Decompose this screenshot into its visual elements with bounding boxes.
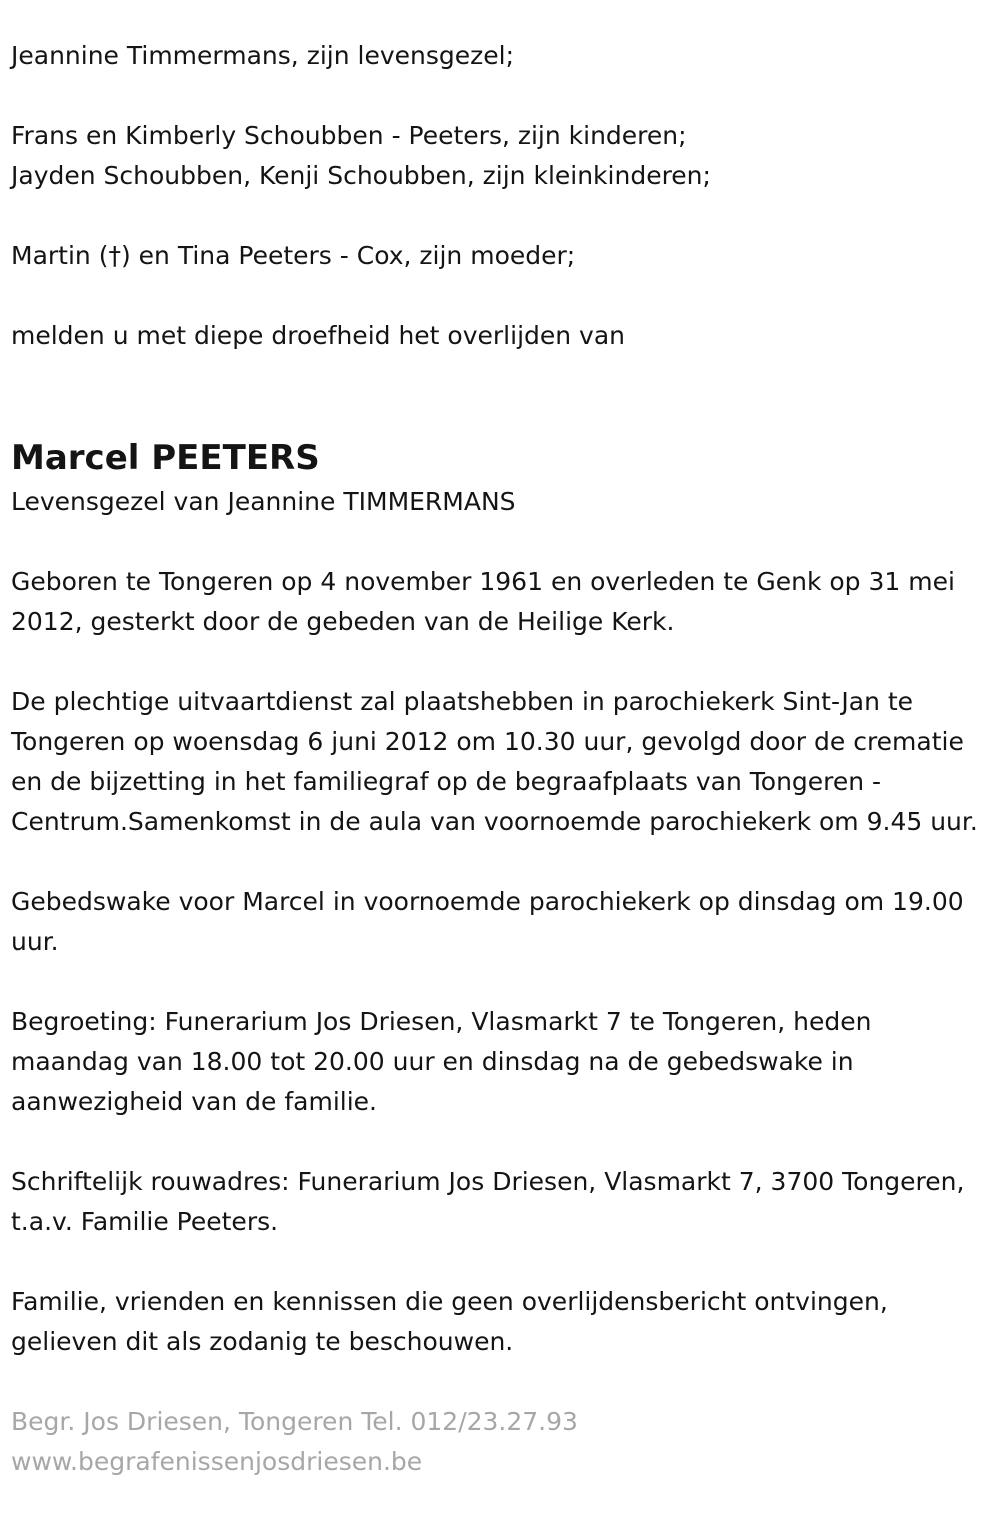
visitation-paragraph: Begroeting: Funerarium Jos Driesen, Vlasmarkt 7 te Tongeren, heden maandag van 18.00 tot 20.00 uur en dinsdag na de gebedswake in aanwezigheid van de familie. — [11, 1007, 872, 1116]
announcement: melden u met diepe droefheid het overlijden van — [11, 321, 626, 350]
footer-website[interactable]: www.begrafenissenjosdriesen.be — [11, 1447, 423, 1476]
family-children: Frans en Kimberly Schoubben - Peeters, zijn kinderen; — [11, 121, 687, 150]
family-grandchildren: Jayden Schoubben, Kenji Schoubben, zijn kleinkinderen; — [11, 161, 711, 190]
birth-death-paragraph: Geboren te Tongeren op 4 november 1961 en overleden te Genk op 31 mei 2012, gesterkt door de gebeden van de Heilige Kerk. — [11, 567, 955, 636]
family-partner: Jeannine Timmermans, zijn levensgezel; — [11, 41, 514, 70]
deceased-relation: Levensgezel van Jeannine TIMMERMANS — [11, 487, 516, 516]
notice-paragraph: Familie, vrienden en kennissen die geen overlijdensbericht ontvingen, gelieven dit als zodanig te beschouwen. — [11, 1287, 888, 1356]
footer-undertaker: Begr. Jos Driesen, Tongeren Tel. 012/23.27.93 — [11, 1407, 578, 1436]
vigil-paragraph: Gebedswake voor Marcel in voornoemde parochiekerk op dinsdag om 19.00 uur. — [11, 887, 964, 956]
obituary — [11, 36, 986, 1482]
address-paragraph: Schriftelijk rouwadres: Funerarium Jos Driesen, Vlasmarkt 7, 3700 Tongeren, t.a.v. Familie Peeters. — [11, 1167, 965, 1236]
family-mother: Martin (†) en Tina Peeters - Cox, zijn moeder; — [11, 241, 576, 270]
funeral-paragraph: De plechtige uitvaartdienst zal plaatshebben in parochiekerk Sint-Jan te Tongeren op woensdag 6 juni 2012 om 10.30 uur, gevolgd door de crematie en de bijzetting in het familiegraf op de begraafplaats van Tongeren - Centrum.Samenkomst in de aula van voornoemde parochiekerk om 9.45 uur. — [11, 687, 978, 836]
deceased-name: Marcel PEETERS — [11, 438, 320, 478]
